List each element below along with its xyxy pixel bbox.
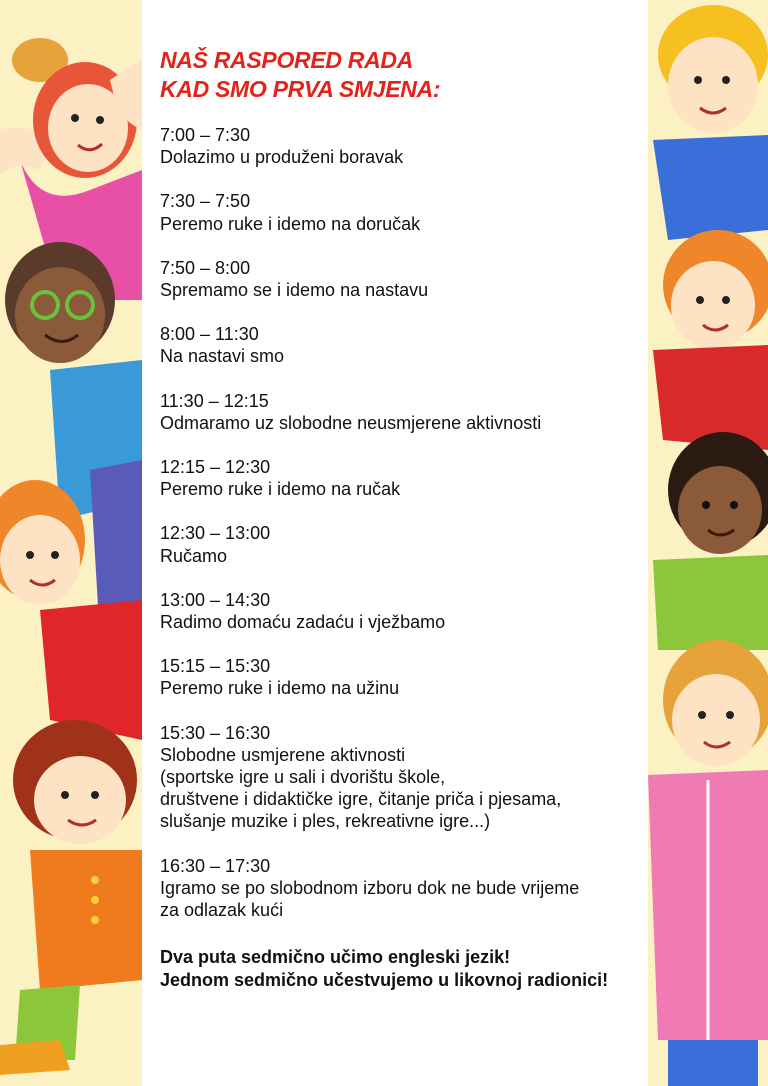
footer-notes	[160, 946, 608, 991]
schedule-list	[160, 124, 640, 943]
footer-note-english: Dva puta sedmično učimo engleski jezik!	[160, 947, 511, 967]
children-right-border-art	[648, 0, 768, 1086]
schedule-time: 12:15 – 12:30	[160, 457, 271, 478]
right-children-illustration	[648, 0, 768, 1086]
schedule-activity-detail: slušanje muzike i ples, rekreativne igre...)	[160, 811, 491, 832]
schedule-activity: Igramo se po slobodnom izboru dok ne bude vrijeme	[160, 877, 580, 898]
children-left-border-art	[0, 0, 142, 1086]
schedule-time: 7:50 – 8:00	[160, 257, 251, 278]
schedule-activity: Peremo ruke i idemo na doručak	[160, 213, 421, 234]
schedule-entry	[160, 124, 640, 168]
schedule-activity-detail: (sportske igre u sali i dvorištu škole,	[160, 767, 446, 788]
schedule-activity: Ručamo	[160, 545, 228, 566]
schedule-entry	[160, 323, 640, 367]
schedule-time: 16:30 – 17:30	[160, 855, 271, 876]
schedule-activity: Na nastavi smo	[160, 346, 285, 367]
schedule-activity: Radimo domaću zadaću i vježbamo	[160, 612, 446, 633]
schedule-entry	[160, 456, 640, 500]
schedule-activity: Peremo ruke i idemo na ručak	[160, 479, 401, 500]
schedule-entry	[160, 655, 640, 699]
schedule-time: 12:30 – 13:00	[160, 523, 271, 544]
schedule-time: 7:30 – 7:50	[160, 191, 251, 212]
schedule-entry	[160, 190, 640, 234]
schedule-activity: Dolazimo u produženi boravak	[160, 147, 404, 168]
schedule-activity: Spremamo se i idemo na nastavu	[160, 280, 429, 301]
schedule-activity: Odmaramo uz slobodne neusmjerene aktivnosti	[160, 412, 542, 433]
schedule-entry	[160, 589, 640, 633]
footer-note-art-workshop: Jednom sedmično učestvujemo u likovnoj radionici!	[160, 969, 609, 990]
schedule-activity-detail: društvene i didaktičke igre, čitanje priča i pjesama,	[160, 789, 562, 810]
schedule-entry	[160, 257, 640, 301]
title-line-2: KAD SMO PRVA SMJENA:	[160, 76, 441, 102]
schedule-activity-detail: za odlazak kući	[160, 900, 284, 921]
schedule-activity: Slobodne usmjerene aktivnosti	[160, 744, 406, 765]
schedule-time: 15:15 – 15:30	[160, 656, 271, 677]
schedule-entry	[160, 390, 640, 434]
schedule-time: 13:00 – 14:30	[160, 589, 271, 610]
title-line-1: NAŠ RASPORED RADA	[160, 47, 414, 73]
schedule-time: 11:30 – 12:15	[160, 390, 269, 411]
schedule-time: 8:00 – 11:30	[160, 324, 259, 345]
schedule-time: 7:00 – 7:30	[160, 125, 251, 145]
schedule-activity: Peremo ruke i idemo na užinu	[160, 678, 400, 699]
schedule-entry	[160, 522, 640, 566]
page-title	[160, 46, 440, 104]
schedule-entry	[160, 855, 640, 922]
schedule-entry	[160, 722, 640, 833]
left-children-illustration	[0, 0, 142, 1086]
schedule-time: 15:30 – 16:30	[160, 722, 271, 743]
